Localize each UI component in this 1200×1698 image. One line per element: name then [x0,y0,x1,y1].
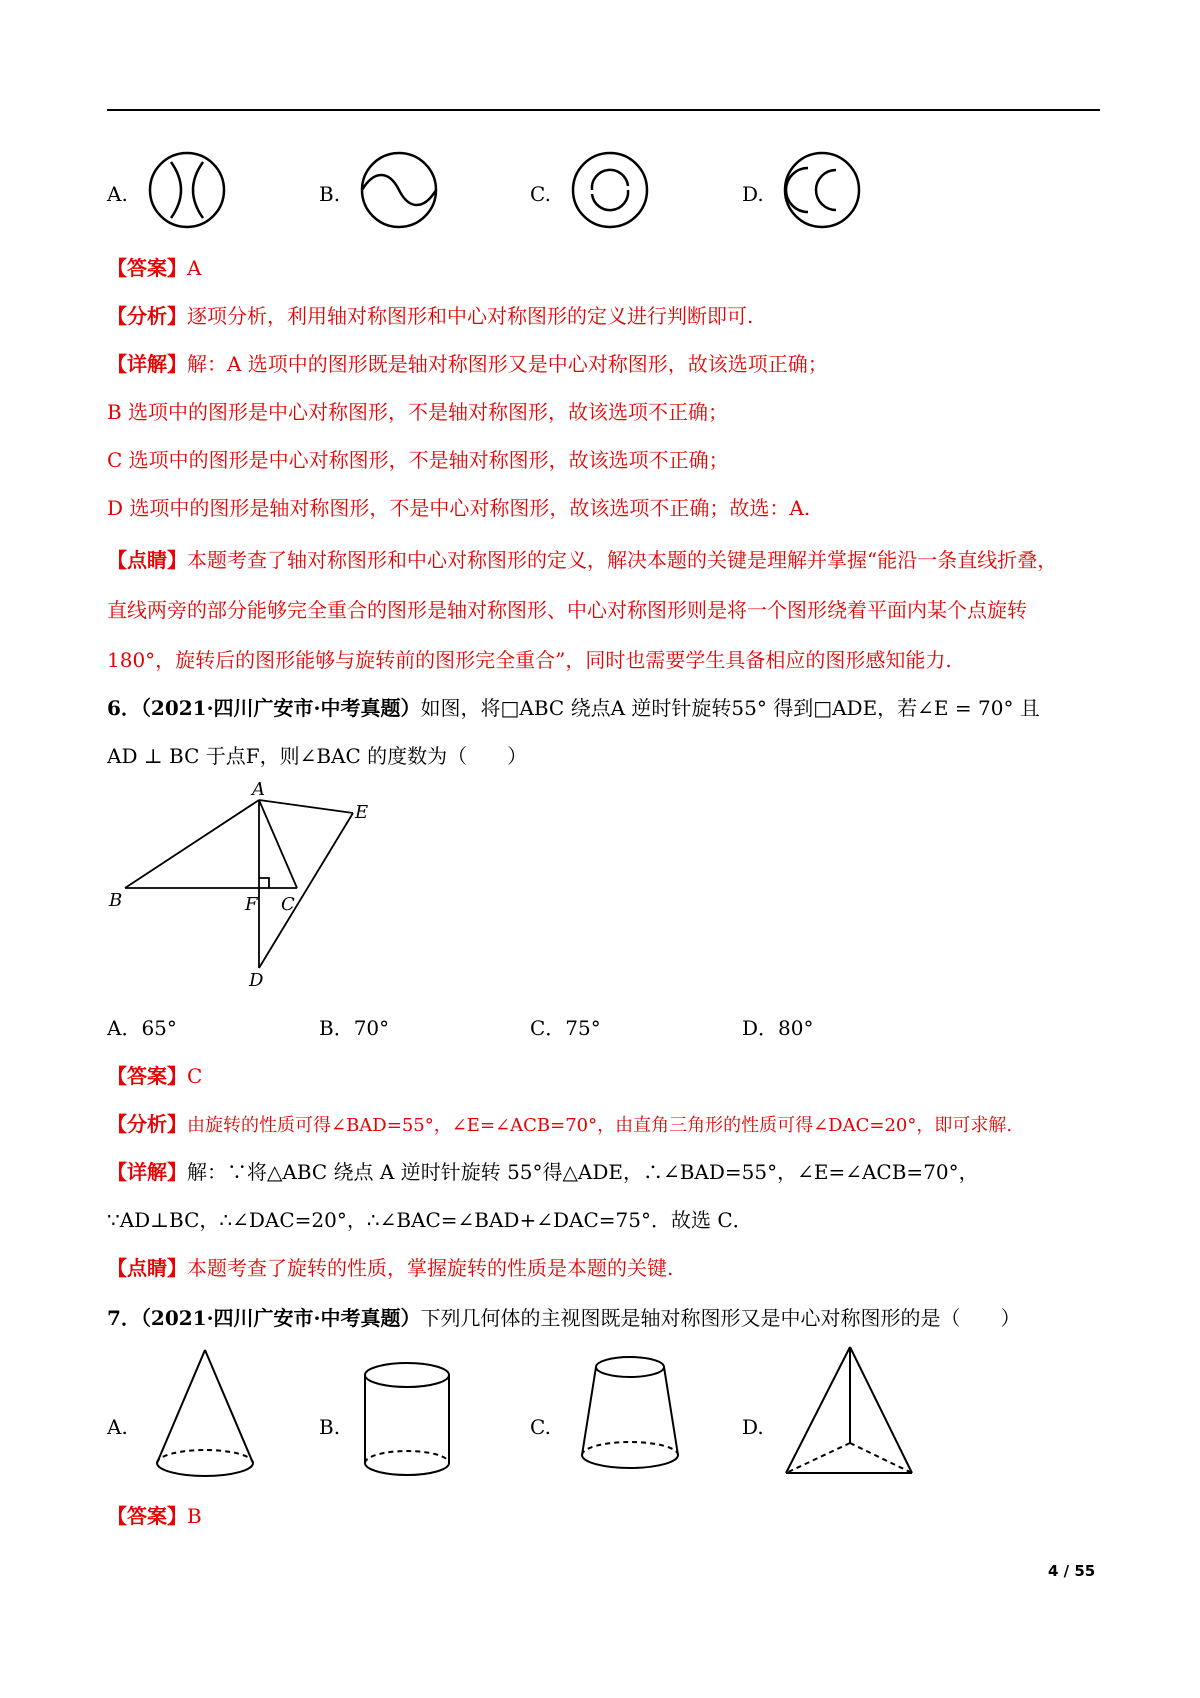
question-stem: 下列几何体的主视图既是轴对称图形又是中心对称图形的是（ ） [420,1306,1021,1330]
q5-detail-line [107,348,828,377]
circle-two-arcs-same-direction-icon [782,150,862,230]
option-letter: D. [742,182,764,206]
q6-option-b[interactable]: B．70° [319,1016,390,1040]
option-letter: D. [742,1415,764,1439]
point-label-f: F [245,894,258,915]
comment-text: 本题考查了旋转的性质，掌握旋转的性质是本题的关键. [187,1256,674,1280]
cylinder-icon [359,1345,469,1485]
q5-detail-line: D 选项中的图形是轴对称图形，不是中心对称图形，故该选项不正确；故选：A. [107,496,811,520]
comment-text: 本题考查了轴对称图形和中心对称图形的定义，解决本题的关键是理解并掌握“能沿一条直线折叠， [187,548,1058,572]
frustum-icon [570,1345,700,1485]
header-rule [107,109,1100,111]
q6-geometry-figure [105,778,405,998]
question-source: （2021·四川广安市·中考真题） [140,696,421,720]
q7-stem [107,1302,1021,1331]
triangular-pyramid-icon [782,1345,922,1485]
q7-options [107,1345,1007,1485]
q5-detail-line: C 选项中的图形是中心对称图形，不是轴对称图形，故该选项不正确； [107,448,729,472]
q7-answer [107,1500,202,1529]
q6-answer [107,1060,202,1089]
option-letter: C. [530,1415,551,1439]
answer-value: B [187,1504,202,1528]
detail-text: 解：A 选项中的图形既是轴对称图形又是中心对称图形，故该选项正确； [187,352,828,376]
q6-detail-line [107,1156,979,1185]
circle-s-wave-icon [359,150,439,230]
q5-analysis [107,300,753,329]
point-label-a: A [252,779,265,800]
q5-options [107,150,1007,240]
q6-option-d[interactable]: D．80° [742,1016,814,1040]
point-label-b: B [109,890,123,911]
comment-label: 【点睛】 [107,548,187,572]
analysis-text: 由旋转的性质可得∠BAD=55°，∠E=∠ACB=70°，由直角三角形的性质可得∠DAC=20°，即可求解. [187,1115,1013,1136]
option-letter: B. [319,182,341,206]
q6-analysis [107,1108,1012,1137]
q6-option-a[interactable]: A．65° [107,1016,177,1040]
q6-comment [107,1252,673,1281]
q6-detail-line: ∵AD⊥BC，∴∠DAC=20°，∴∠BAC=∠BAD+∠DAC=75°．故选 C． [107,1208,753,1232]
circle-two-arcs-facing-out-icon [147,150,227,230]
analysis-label: 【分析】 [107,1112,187,1136]
circle-spiral-arcs-icon [570,150,650,230]
q6-stem-line: AD ⊥ BC 于点F，则∠BAC 的度数为（ ） [107,744,528,768]
option-letter: C. [530,182,551,206]
q5-comment-line [107,544,1057,573]
analysis-label: 【分析】 [107,304,187,328]
cone-icon [147,1345,277,1485]
point-label-d: D [249,970,264,991]
option-letter: A. [107,1415,128,1439]
answer-label: 【答案】 [107,1064,187,1088]
q5-comment-line: 直线两旁的部分能够完全重合的图形是轴对称图形、中心对称图形则是将一个图形绕着平面内某个点旋转 [107,598,1027,622]
comment-label: 【点睛】 [107,1256,187,1280]
point-label-e: E [355,802,369,823]
detail-label: 【详解】 [107,1160,187,1184]
analysis-text: 逐项分析，利用轴对称图形和中心对称图形的定义进行判断即可. [187,304,754,328]
answer-value: A [187,256,202,280]
option-letter: B. [319,1415,341,1439]
detail-label: 【详解】 [107,352,187,376]
q5-answer [107,252,201,281]
question-stem: 如图，将□ABC 绕点A 逆时针旋转55° 得到□ADE，若∠E = 70° 且 [420,696,1040,720]
option-letter: A. [107,182,128,206]
answer-label: 【答案】 [107,1504,187,1528]
q6-options [107,1012,1007,1042]
question-number: 6． [107,696,141,720]
question-number: 7． [107,1306,141,1330]
question-source: （2021·四川广安市·中考真题） [140,1306,421,1330]
q5-comment-line: 180°，旋转后的图形能够与旋转前的图形完全重合”，同时也需要学生具备相应的图形感知能力. [107,648,952,672]
answer-label: 【答案】 [107,256,187,280]
answer-value: C [187,1064,203,1088]
q6-option-c[interactable]: C．75° [530,1016,601,1040]
point-label-c: C [281,894,295,915]
q6-stem-line [107,692,1040,721]
q5-detail-line: B 选项中的图形是中心对称图形，不是轴对称图形，故该选项不正确； [107,400,729,424]
page-number: 4 / 55 [1048,1562,1096,1580]
detail-text: 解：∵将△ABC 绕点 A 逆时针旋转 55°得△ADE，∴∠BAD=55°，∠E=∠ACB=70°， [187,1160,979,1184]
